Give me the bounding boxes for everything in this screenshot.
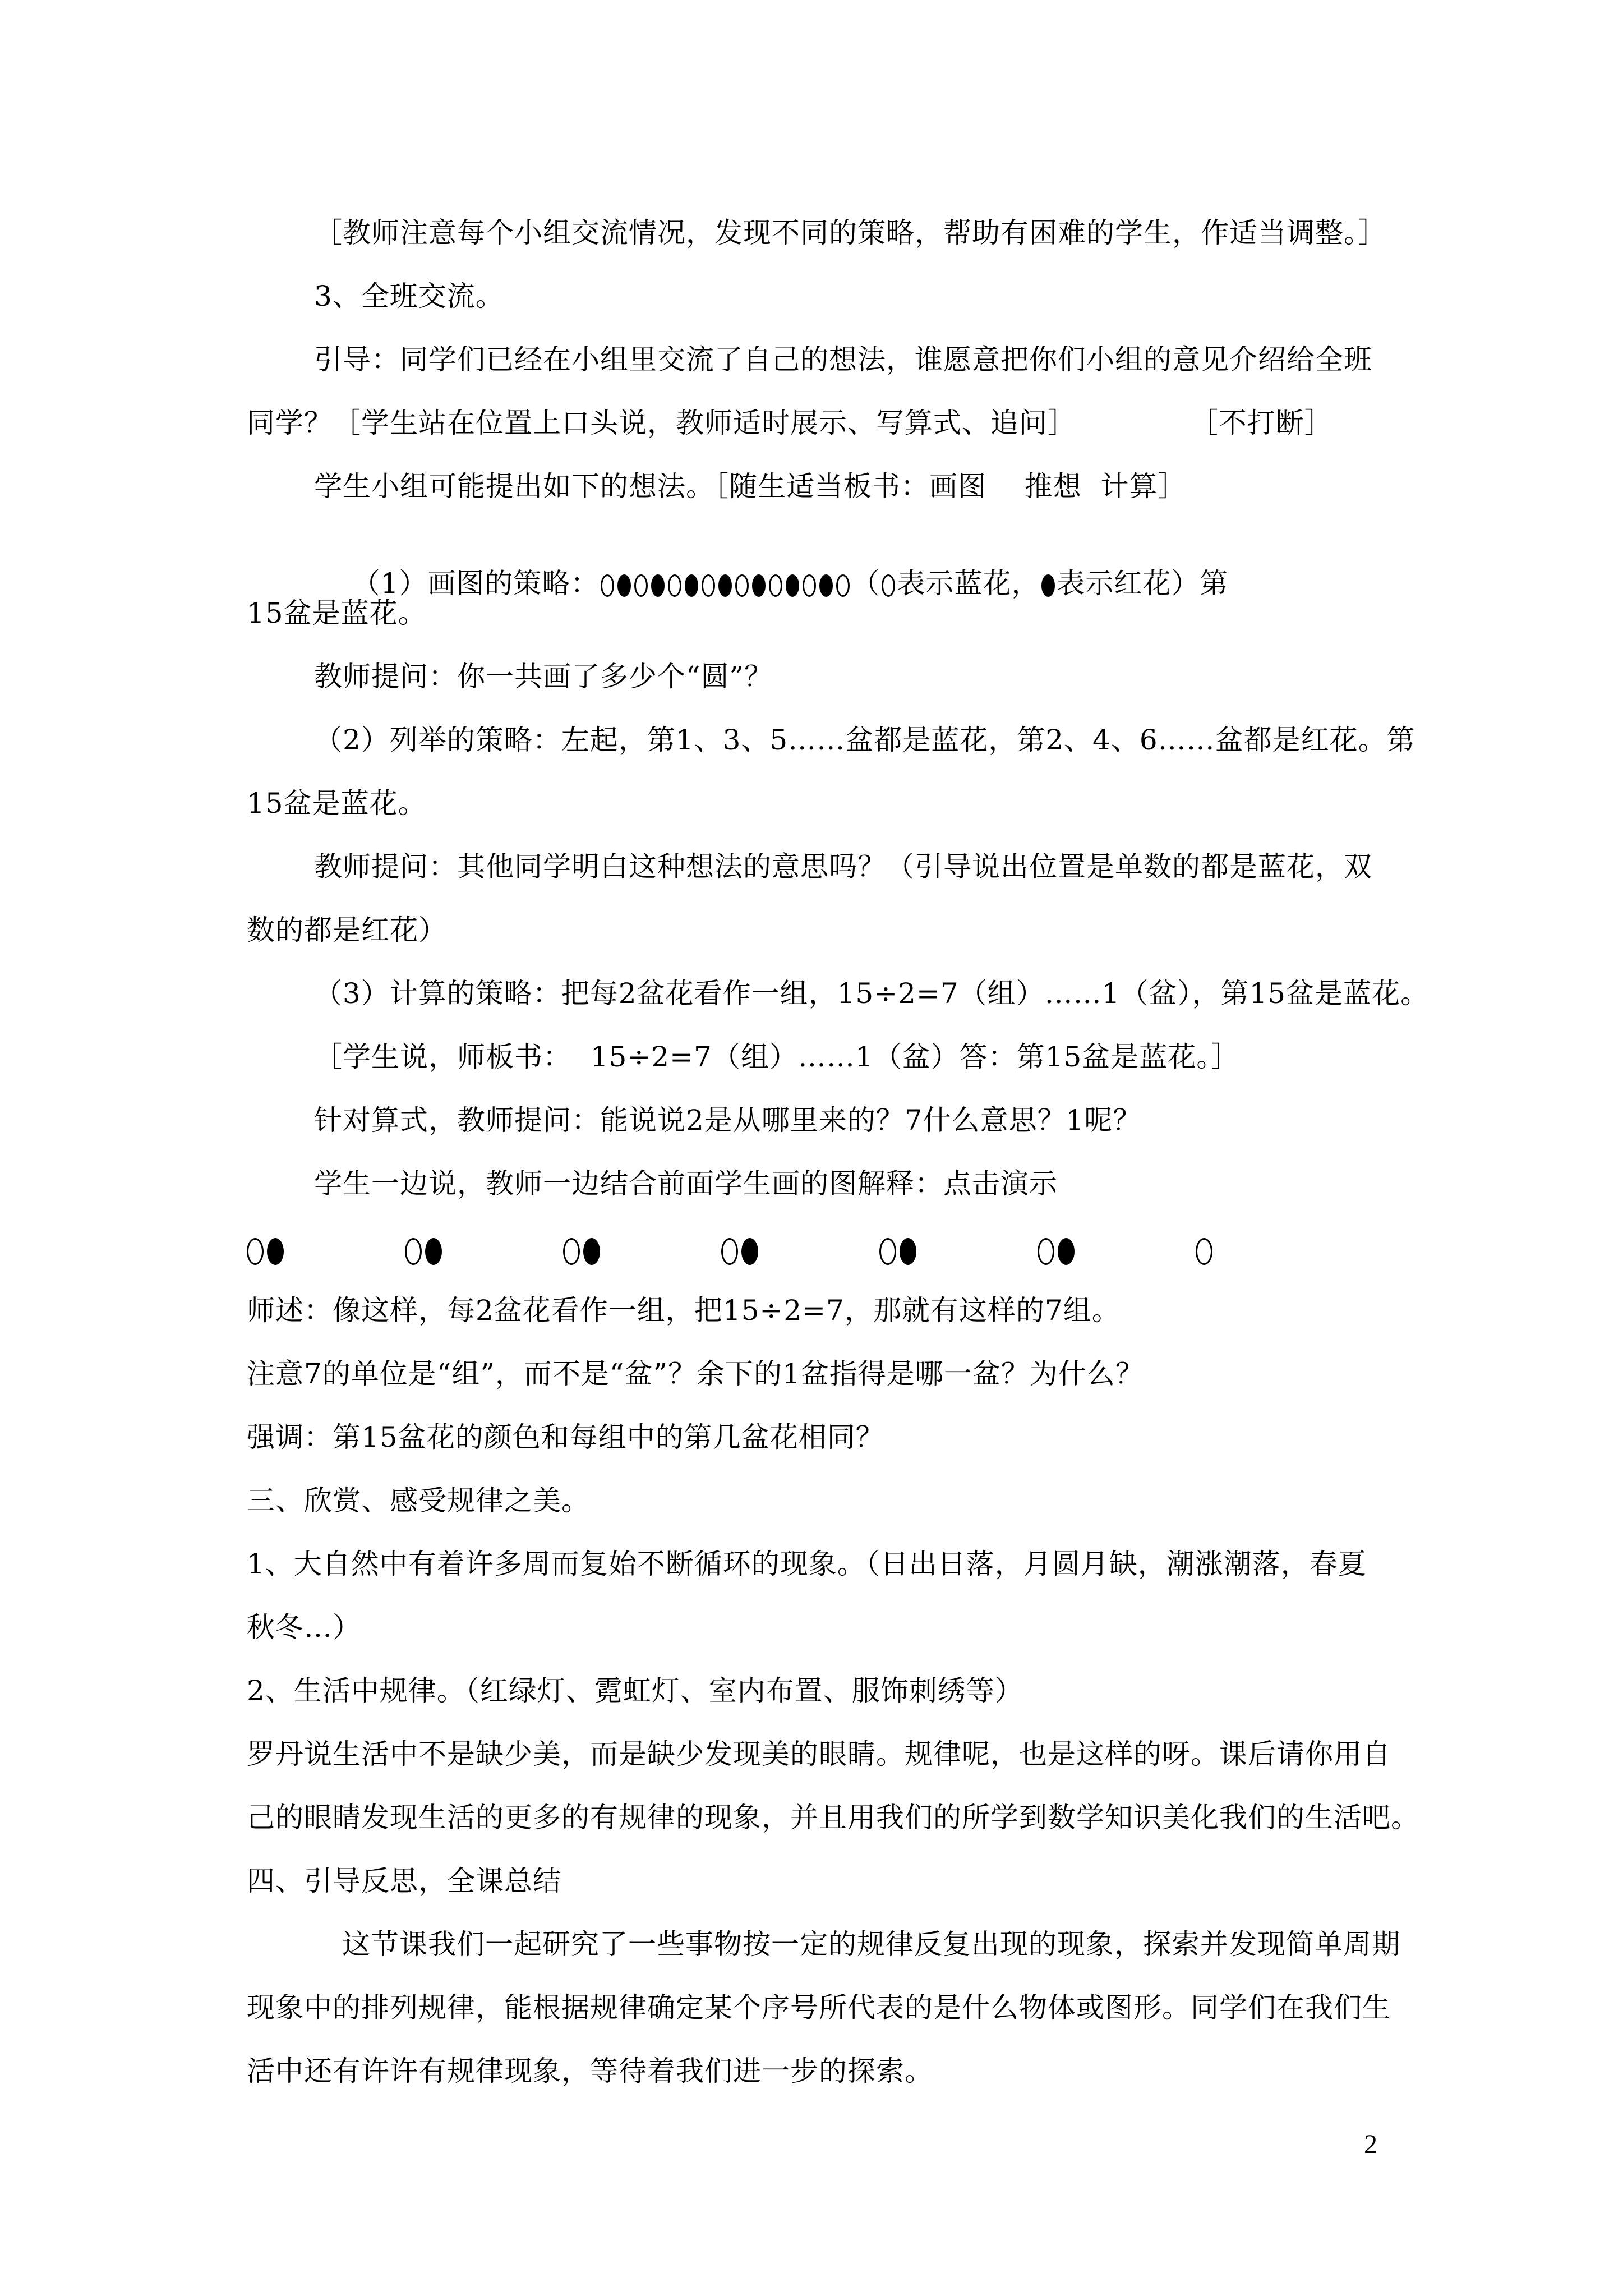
- blue-flower-hollow-circle: [879, 1238, 896, 1265]
- rodin-quote: 罗丹说生活中不是缺少美，而是缺少发现美的眼睛。规律呢，也是这样的呀。课后请你用自: [247, 1738, 1391, 1770]
- flower-sequence: [599, 567, 851, 600]
- rodin-quote-cont: 己的眼睛发现生活的更多的有规律的现象，并且用我们的所学到数学知识美化我们的生活吧。: [247, 1801, 1419, 1834]
- red-flower-filled-circle: [425, 1238, 442, 1265]
- section-heading-4: 四、引导反思，全课总结: [247, 1865, 561, 1897]
- legend-blue-label: 表示蓝花，: [897, 567, 1040, 600]
- blue-flower-hollow-circle: [1196, 1238, 1212, 1265]
- flower-group: [1038, 1238, 1078, 1265]
- step-heading-class-exchange: 3、全班交流。: [314, 280, 504, 312]
- section-heading-3: 三、欣赏、感受规律之美。: [247, 1484, 590, 1517]
- emphasis: 强调：第15盆花的颜色和每组中的第几盆花相同？: [247, 1421, 884, 1453]
- teacher-narration: 师述：像这样，每2盆花看作一组，把15÷2=7，那就有这样的7组。: [247, 1294, 1121, 1327]
- flower-group: [405, 1238, 445, 1265]
- blue-flower-hollow-circle: [668, 574, 681, 597]
- summary: 这节课我们一起研究了一些事物按一定的规律反复出现的现象，探索并发现简单周期: [342, 1928, 1400, 1961]
- strategy-drawing-cont: 15盆是蓝花。: [247, 597, 427, 629]
- legend-open: （: [851, 567, 880, 600]
- flower-group: [563, 1238, 603, 1265]
- flower-group: [247, 1238, 287, 1265]
- red-flower-filled-circle: [786, 574, 799, 597]
- teacher-question-3: 针对算式，教师提问：能说说2是从哪里来的？7什么意思？1呢？: [314, 1104, 1142, 1137]
- life-patterns: 2、生活中规律。（红绿灯、霓虹灯、室内布置、服饰刺绣等）: [247, 1674, 1023, 1707]
- red-flower-filled-circle: [741, 1238, 758, 1265]
- summary-cont-2: 活中还有许许有规律现象，等待着我们进一步的探索。: [247, 2055, 933, 2087]
- blue-flower-hollow-circle: [721, 1238, 738, 1265]
- board-writing: ［学生说，师板书： 15÷2=7（组）……1（盆）答：第15盆是蓝花。］: [314, 1041, 1240, 1073]
- blue-flower-hollow-circle: [634, 574, 648, 597]
- blue-flower-hollow-circle: [563, 1238, 580, 1265]
- blue-flower-hollow-circle: [769, 574, 782, 597]
- red-flower-filled-circle: [617, 574, 631, 597]
- demo-explanation: 学生一边说，教师一边结合前面学生画的图解释：点击演示: [314, 1167, 1058, 1200]
- grouped-flower-diagram: [247, 1238, 1334, 1265]
- red-flower-filled-circle: [651, 574, 665, 597]
- red-flower-filled-circle: [718, 574, 732, 597]
- paragraph-guide: 引导：同学们已经在小组里交流了自己的想法，谁愿意把你们小组的意见介绍给全班: [314, 343, 1372, 376]
- red-flower-filled-circle: [267, 1238, 284, 1265]
- nature-patterns-cont: 秋冬…）: [247, 1611, 361, 1644]
- red-flower-filled-circle: [900, 1238, 916, 1265]
- red-flower-filled-circle: [583, 1238, 600, 1265]
- hollow-circle-icon: [882, 574, 895, 597]
- page-number: 2: [1364, 2129, 1377, 2159]
- nature-patterns: 1、大自然中有着许多周而复始不断循环的现象。（日出日落，月圆月缺，潮涨潮落，春夏: [247, 1548, 1367, 1580]
- flower-group: [721, 1238, 762, 1265]
- red-flower-filled-circle: [752, 574, 766, 597]
- strategy-listing-cont: 15盆是蓝花。: [247, 787, 427, 820]
- strategy-listing: （2）列举的策略：左起，第1、3、5……盆都是蓝花，第2、4、6……盆都是红花。第: [314, 724, 1415, 756]
- filled-circle-icon: [1041, 574, 1055, 597]
- blue-flower-hollow-circle: [702, 574, 715, 597]
- blue-flower-hollow-circle: [405, 1238, 422, 1265]
- strategy-drawing: [314, 533, 1228, 634]
- blue-flower-hollow-circle: [836, 574, 850, 597]
- blue-flower-hollow-circle: [735, 574, 749, 597]
- summary-cont-1: 现象中的排列规律，能根据规律确定某个序号所代表的是什么物体或图形。同学们在我们生: [247, 1991, 1391, 2024]
- legend-red-label: 表示红花）第: [1057, 567, 1229, 600]
- blue-flower-hollow-circle: [1038, 1238, 1054, 1265]
- flower-group: [879, 1238, 920, 1265]
- paragraph-student-ideas: 学生小组可能提出如下的想法。［随生适当板书：画图 推想 计算］: [314, 470, 1187, 503]
- strategy-calculation: （3）计算的策略：把每2盆花看作一组，15÷2=7（组）……1（盆），第15盆是蓝花。: [314, 977, 1430, 1010]
- note-unit: 注意7的单位是“组”，而不是“盆”？余下的1盆指得是哪一盆？为什么？: [247, 1358, 1144, 1390]
- red-flower-filled-circle: [819, 574, 833, 597]
- strategy-drawing-label: （1）画图的策略：: [352, 567, 600, 600]
- red-flower-filled-circle: [1058, 1238, 1075, 1265]
- red-flower-filled-circle: [685, 574, 698, 597]
- flower-group: [1196, 1238, 1216, 1265]
- teacher-question-2-cont: 数的都是红花）: [247, 914, 447, 946]
- blue-flower-hollow-circle: [247, 1238, 264, 1265]
- paragraph-guide-cont: 同学？［学生站在位置上口头说，教师适时展示、写算式、追问］ ［不打断］: [247, 407, 1333, 439]
- teacher-question-2: 教师提问：其他同学明白这种想法的意思吗？（引导说出位置是单数的都是蓝花，双: [314, 850, 1372, 883]
- blue-flower-hollow-circle: [601, 574, 614, 597]
- teacher-note: ［教师注意每个小组交流情况，发现不同的策略，帮助有困难的学生，作适当调整。］: [314, 217, 1387, 249]
- blue-flower-hollow-circle: [803, 574, 816, 597]
- teacher-question-1: 教师提问：你一共画了多少个“圆”？: [314, 660, 773, 693]
